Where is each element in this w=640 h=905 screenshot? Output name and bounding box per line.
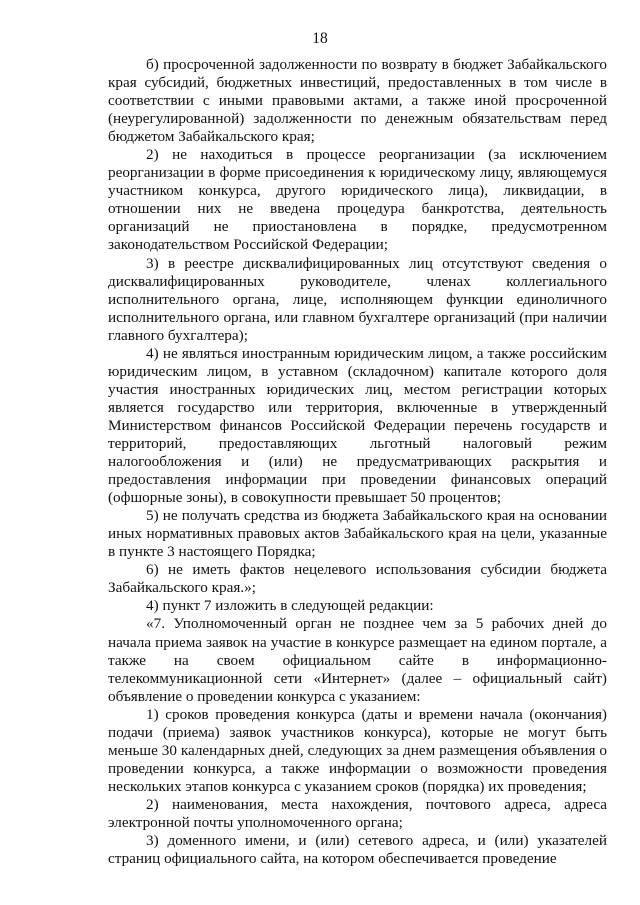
document-body <box>108 56 607 868</box>
paragraph-4-foreign-entity: 4) не являться иностранным юридическим лицом, а также российским юридическим лицом, в уставном (складочном) капитале которого доля участия иностранных юридических лиц, местом регистрации которых является государство или территория, включенные в утвержденный Министерством финансов Российской Федерации перечень государств и территорий, предоставляющих льготный налоговый режим налогообложения и (или) не предусматривающих раскрытия и предоставления информации при проведении финансовых операций (офшорные зоны), в совокупности превышает 50 процентов; <box>108 344 607 507</box>
paragraph-2-reorganization: 2) не находиться в процессе реорганизации (за исключением реорганизации в форме присоединения к юридическому лицу, являющемуся участником конкурса, другого юридического лица), ликвидации, в отношении них не введена процедура банкротства, деятельность организаций не приостановлена в порядке, предусмотренном законодательством Российской Федерации; <box>108 146 607 254</box>
paragraph-6-misuse: 6) не иметь фактов нецелевого использования субсидии бюджета Забайкальского края.»; <box>108 561 607 597</box>
paragraph-3-disqualified-registry: 3) в реестре дисквалифицированных лиц отсутствуют сведения о дисквалифицированных руководителе, членах коллегиального исполнительного органа, лице, исполняющем функции единоличного исполнительного органа, или главном бухгалтере организаций (при наличии главного бухгалтера); <box>108 254 607 344</box>
page-number: 18 <box>312 30 328 47</box>
paragraph-b-debt: б) просроченной задолженности по возврату в бюджет Забайкальского края субсидий, бюджетных инвестиций, предоставленных в том числе в соответствии с иными правовыми актами, а также иной просроченной (неурегулированной) задолженности по денежным обязательствам перед бюджетом Забайкальского края; <box>108 56 607 146</box>
paragraph-7-3-website: 3) доменного имени, и (или) сетевого адреса, и (или) указателей страниц официального сайта, на котором обеспечивается проведение <box>108 832 607 868</box>
paragraph-7-announcement: «7. Уполномоченный орган не позднее чем за 5 рабочих дней до начала приема заявок на участие в конкурсе размещает на едином портале, а также на своем официальном сайте в информационно-телекоммуникационной сети «Интернет» (далее – официальный сайт) объявление о проведении конкурса с указанием: <box>108 615 607 705</box>
paragraph-5-other-funds: 5) не получать средства из бюджета Забайкальского края на основании иных нормативных правовых актов Забайкальского края на цели, указанные в пункте 3 настоящего Порядка; <box>108 507 607 561</box>
paragraph-amend-point-7: 4) пункт 7 изложить в следующей редакции: <box>146 597 434 615</box>
paragraph-7-2-address: 2) наименования, места нахождения, почтового адреса, адреса электронной почты уполномоченного органа; <box>108 795 607 831</box>
paragraph-7-1-dates: 1) сроков проведения конкурса (даты и времени начала (окончания) подачи (приема) заявок участников конкурса), которые не могут быть меньше 30 календарных дней, следующих за днем размещения объявления о проведении конкурса, а также информации о возможности проведения нескольких этапов конкурса с указанием сроков (порядка) их проведения; <box>108 705 607 795</box>
